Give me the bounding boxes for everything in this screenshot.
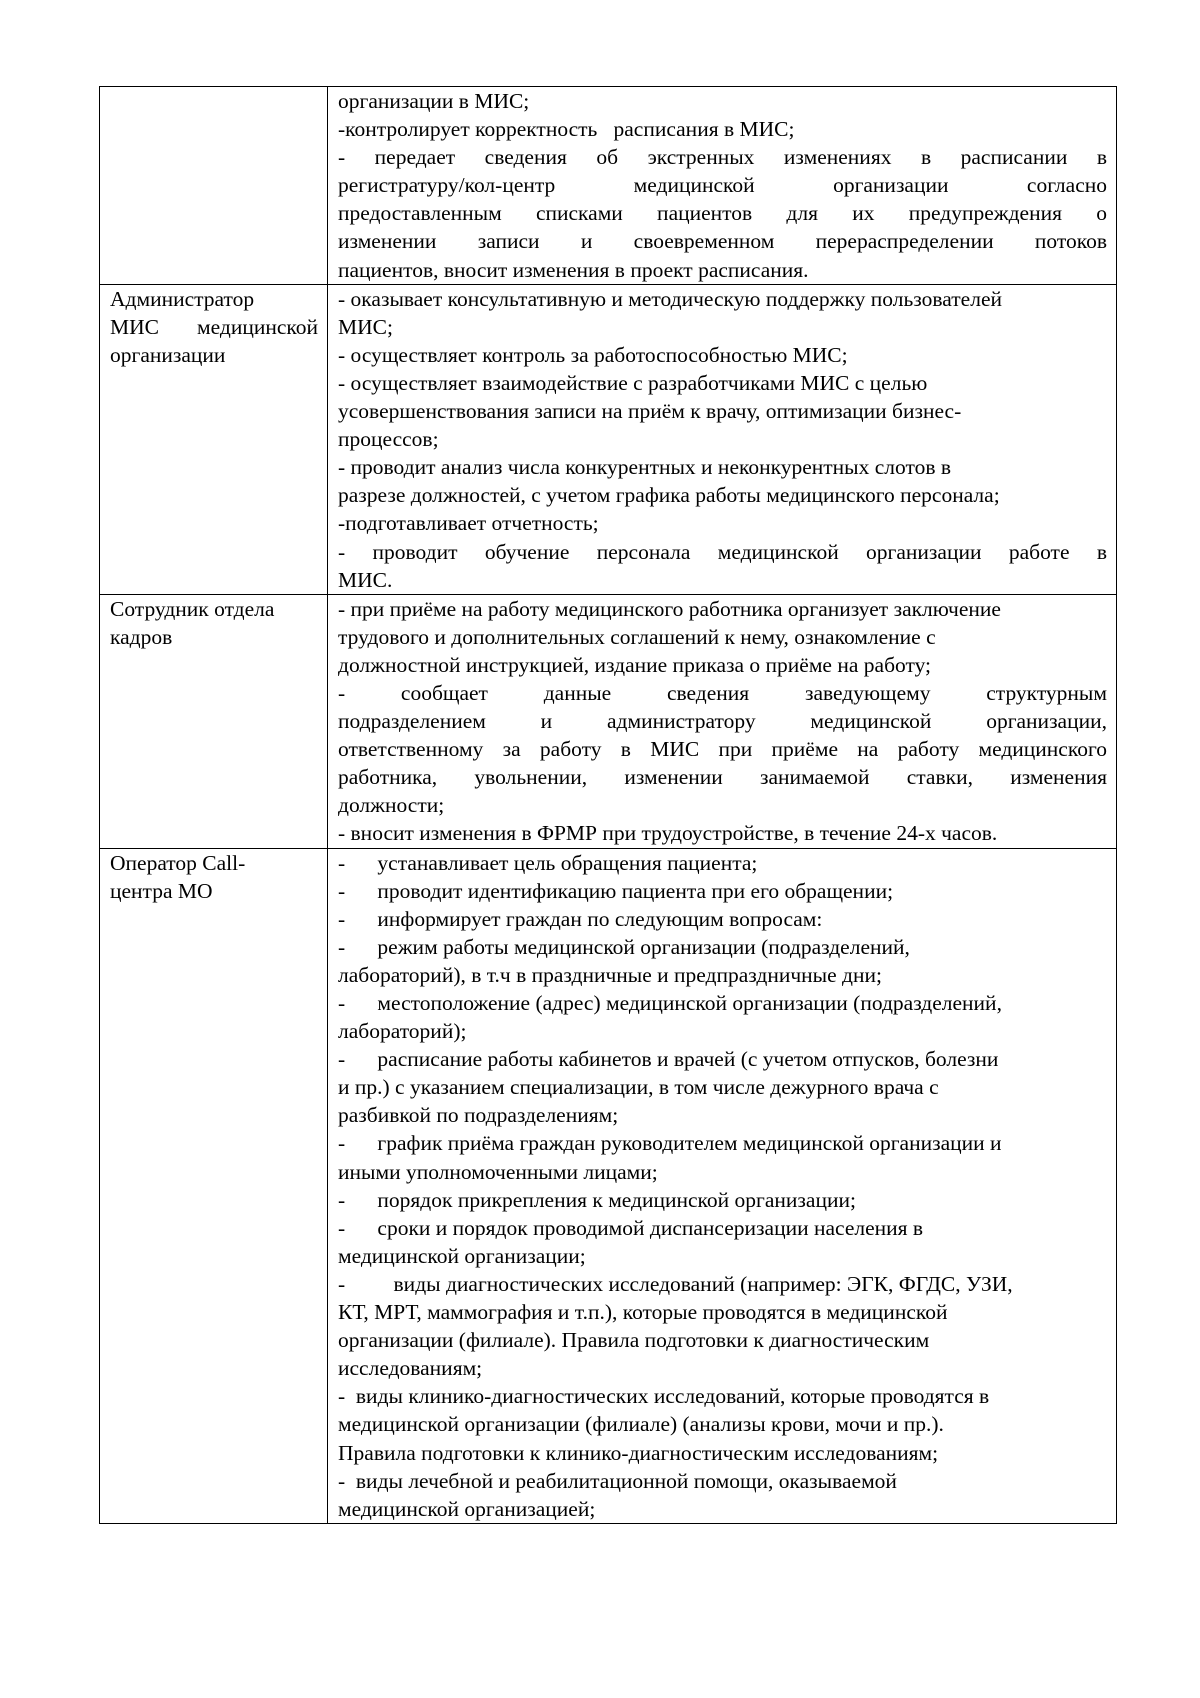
duty-line: и пр.) с указанием специализации, в том числе дежурного врача с (338, 1075, 939, 1100)
duty-line: разбивкой по подразделениям; (338, 1103, 619, 1128)
duty-line: лабораторий), в т.ч в праздничные и предпраздничные дни; (338, 962, 882, 987)
duty-line: - порядок прикрепления к медицинской организации; (338, 1187, 856, 1212)
duty-line: - режим работы медицинской организации (подразделений, (338, 934, 910, 959)
duty-line: - местоположение (адрес) медицинской организации (подразделений, (338, 991, 1002, 1015)
role-line: Администратор (110, 286, 255, 311)
role-cell (100, 284, 328, 594)
role-line: организации (110, 342, 226, 367)
role-line: МИС медицинской (110, 314, 318, 339)
duty-line: КТ, МРТ, маммография и т.п.), которые проводятся в медицинской (338, 1300, 948, 1325)
duty-line: - информирует граждан по следующим вопросам: (338, 906, 823, 931)
duty-line: - проводит анализ числа конкурентных и неконкурентных слотов в (338, 455, 952, 480)
duty-line: МИС. (338, 567, 393, 592)
duty-line: организации (филиале). Правила подготовки к диагностическим (338, 1328, 930, 1353)
duty-line: -контролирует корректность расписания в МИС; (338, 117, 795, 142)
role-line: кадров (110, 624, 173, 649)
duties-cell (328, 284, 1117, 594)
table-row (100, 284, 1117, 594)
duties-cell (328, 594, 1117, 848)
role-cell (100, 594, 328, 848)
duty-line: Правила подготовки к клинико-диагностическим исследованиям; (338, 1440, 939, 1465)
table-row (100, 848, 1117, 1523)
duty-line: - проводит идентификацию пациента при его обращении; (338, 878, 894, 903)
duty-line: медицинской организацией; (338, 1496, 596, 1521)
duty-line: - график приёма граждан руководителем медицинской организации и (338, 1131, 1002, 1156)
duty-line: ответственному за работу в МИС при приёме на работу медицинского (338, 737, 1107, 762)
duty-line: усовершенствования записи на приём к врачу, оптимизации бизнес- (338, 399, 962, 424)
duty-line: процессов; (338, 427, 439, 452)
duty-line: организации в МИС; (338, 89, 530, 113)
duty-line: предоставленным списками пациентов для их предупреждения о (338, 201, 1107, 226)
duty-line: - вносит изменения в ФРМР при трудоустройстве, в течение 24-х часов. (338, 821, 998, 846)
duty-line: - виды клинико-диагностических исследований, которые проводятся в (338, 1384, 990, 1409)
duty-line: должности; (338, 793, 445, 818)
table-body (100, 87, 1117, 1524)
duty-line: -подготавливает отчетность; (338, 511, 599, 536)
duty-line: подразделением и администратору медицинской организации, (338, 709, 1107, 734)
role-line: Оператор Call- (110, 850, 246, 875)
duties-cell (328, 848, 1117, 1523)
duties-cell (328, 87, 1117, 285)
duty-line: - проводит обучение персонала медицинской организации работе в (338, 539, 1107, 564)
duty-line: - сообщает данные сведения заведующему структурным (338, 680, 1107, 705)
duty-line: - расписание работы кабинетов и врачей (с учетом отпусков, болезни (338, 1047, 999, 1072)
duty-line: - устанавливает цель обращения пациента; (338, 850, 758, 875)
role-cell (100, 87, 328, 285)
duty-line: - сроки и порядок проводимой диспансеризации населения в (338, 1215, 924, 1240)
duty-line: МИС; (338, 314, 393, 339)
duty-line: - осуществляет взаимодействие с разработчиками МИС с целью (338, 370, 928, 395)
role-cell (100, 848, 328, 1523)
duty-line: - осуществляет контроль за работоспособностью МИС; (338, 342, 848, 367)
responsibilities-table (99, 86, 1117, 1524)
duty-line: работника, увольнении, изменении занимаемой ставки, изменения (338, 765, 1107, 790)
duty-line: должностной инструкцией, издание приказа о приёме на работу; (338, 652, 932, 677)
duty-line: разрезе должностей, с учетом графика работы медицинского персонала; (338, 483, 1000, 508)
duty-line: исследованиям; (338, 1356, 483, 1381)
duty-line: медицинской организации; (338, 1243, 586, 1268)
duty-line: - передает сведения об экстренных изменениях в расписании в (338, 145, 1107, 170)
role-line: центра МО (110, 878, 213, 903)
duty-line: - виды диагностических исследований (например: ЭГК, ФГДС, УЗИ, (338, 1271, 1013, 1296)
duty-line: - при приёме на работу медицинского работника организует заключение (338, 596, 1001, 621)
table-row (100, 594, 1117, 848)
role-line: Сотрудник отдела (110, 596, 275, 621)
duty-line: трудового и дополнительных соглашений к нему, ознакомление с (338, 624, 936, 649)
duty-line: иными уполномоченными лицами; (338, 1159, 658, 1184)
table-row (100, 87, 1117, 285)
duty-line: регистратуру/кол-центр медицинской организации согласно (338, 173, 1107, 198)
duty-line: медицинской организации (филиале) (анализы крови, мочи и пр.). (338, 1412, 944, 1437)
duty-line: - виды лечебной и реабилитационной помощи, оказываемой (338, 1468, 897, 1493)
duty-line: изменении записи и своевременном перераспределении потоков (338, 229, 1107, 254)
duty-line: - оказывает консультативную и методическую поддержку пользователей (338, 286, 1002, 311)
duty-line: пациентов, вносит изменения в проект расписания. (338, 257, 809, 282)
duty-line: лабораторий); (338, 1019, 467, 1044)
